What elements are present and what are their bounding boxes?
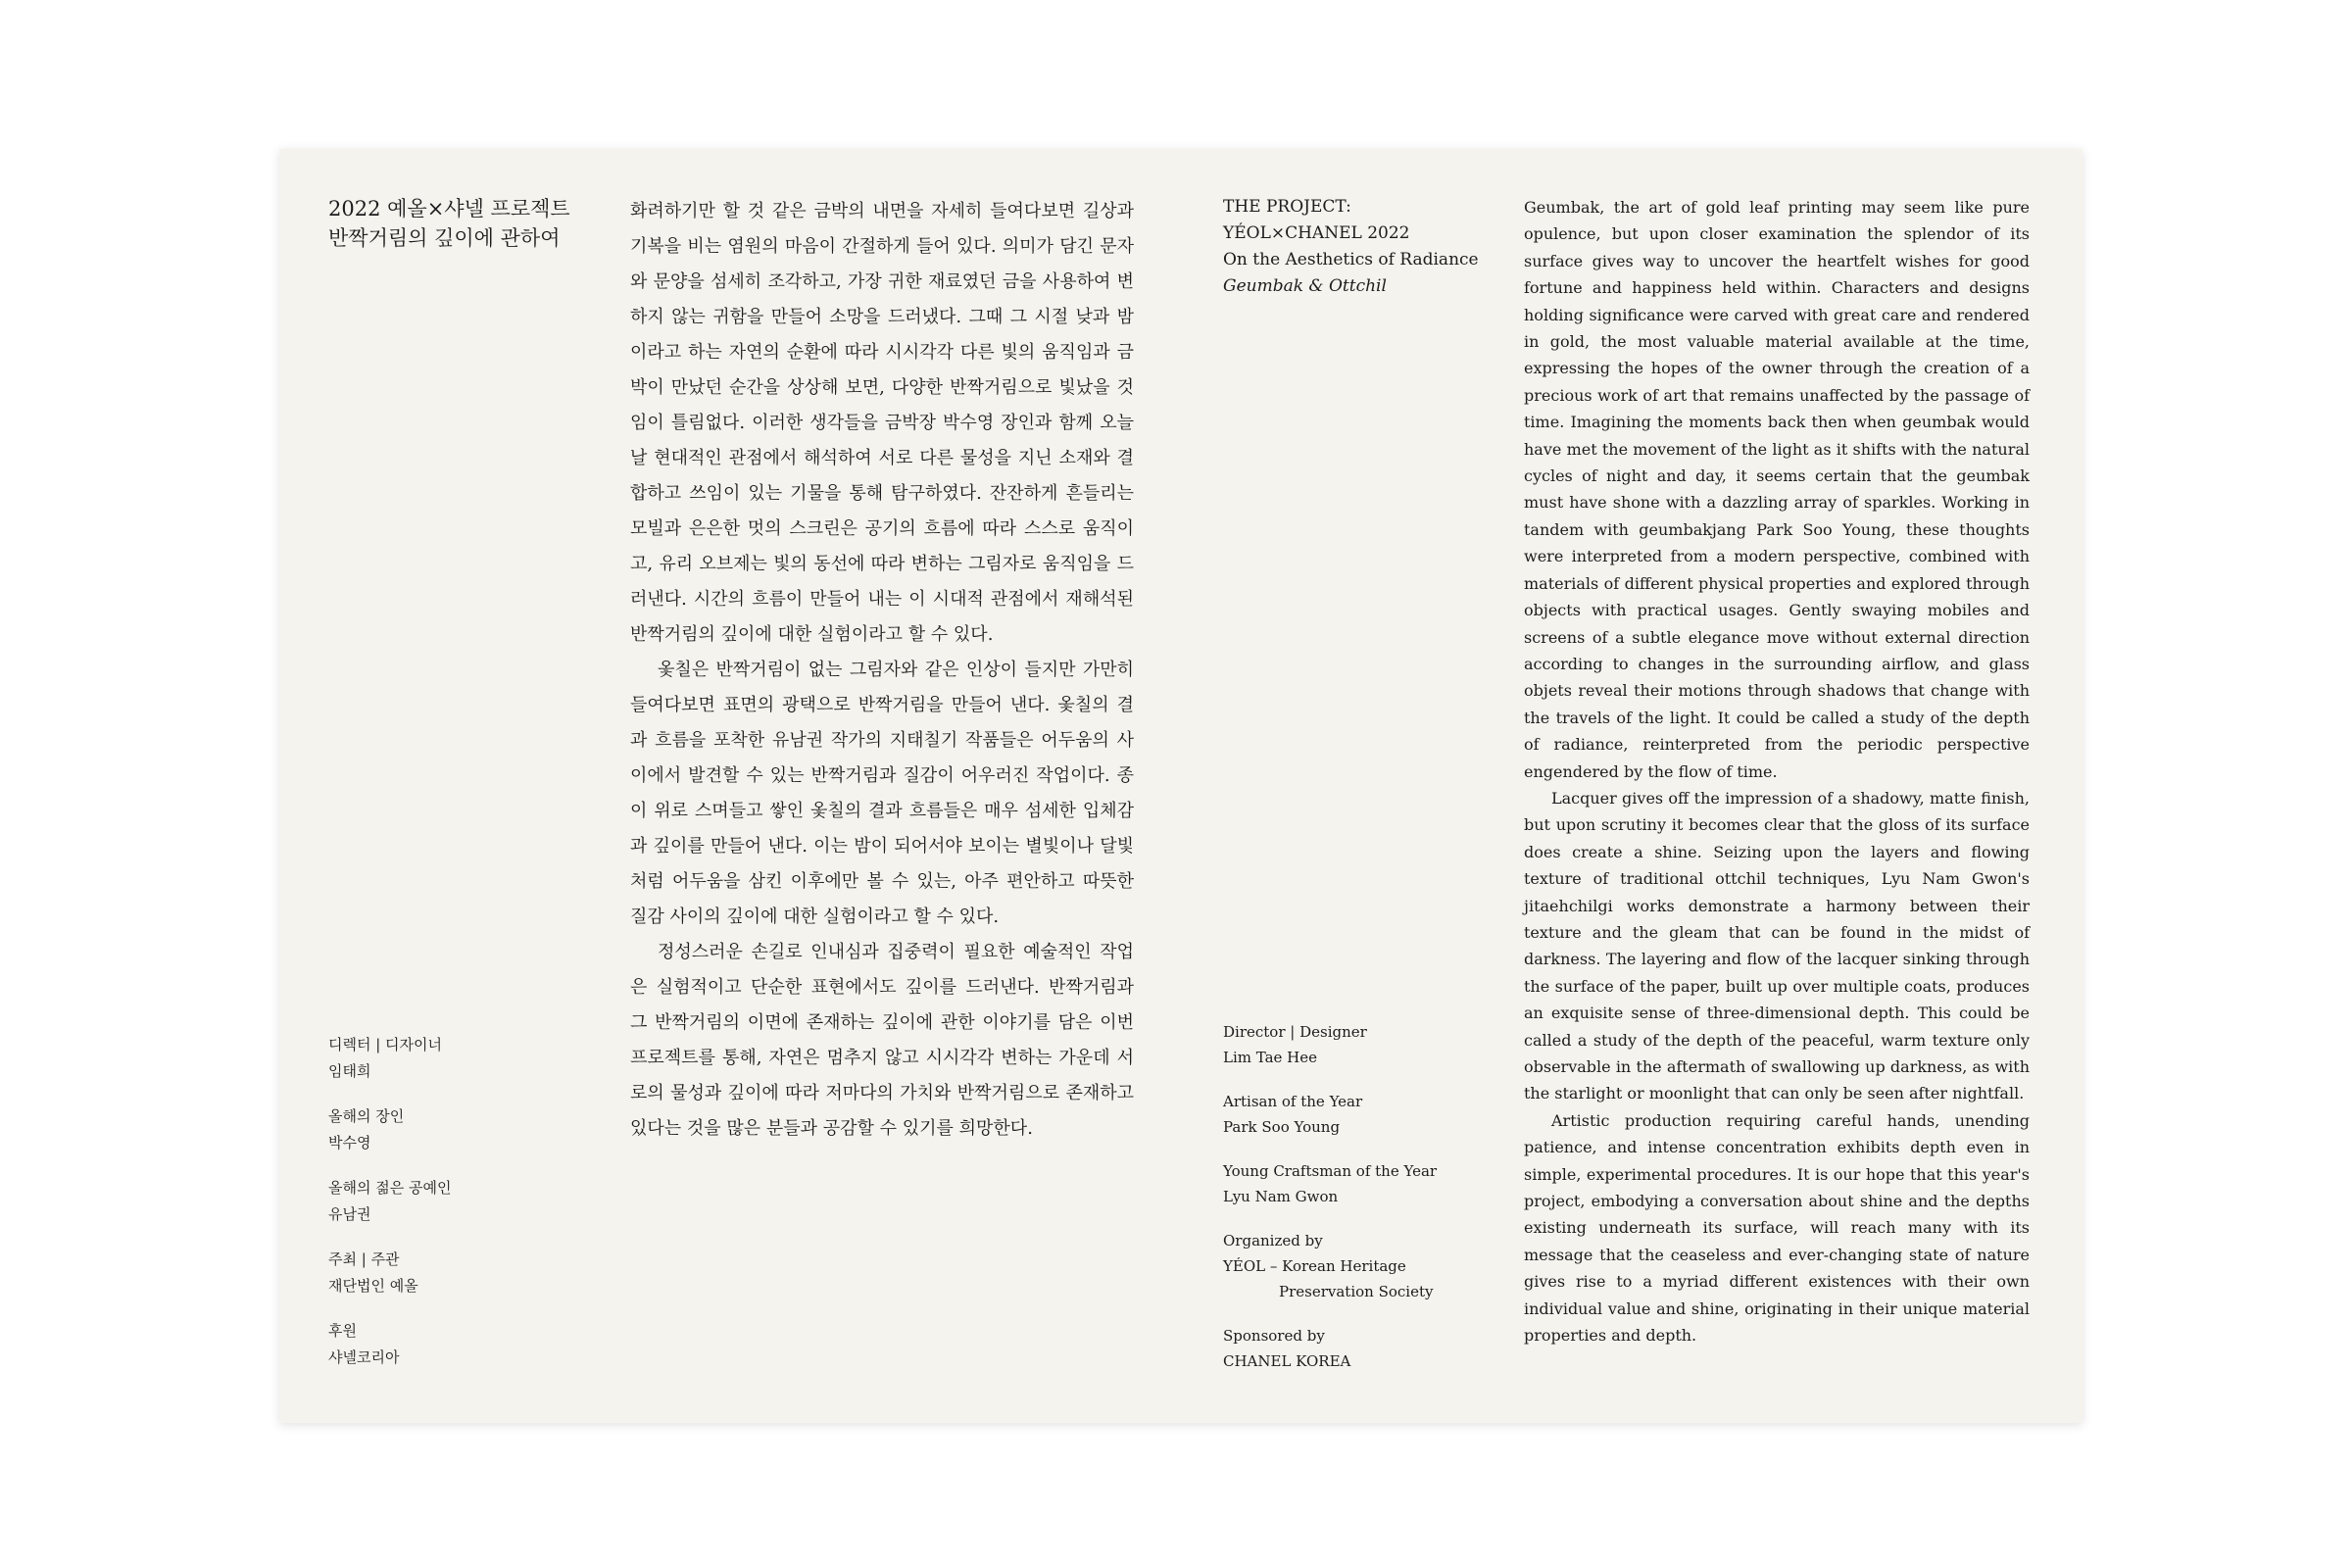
korean-body xyxy=(630,194,1134,1147)
korean-title-line-2: 반짝거림의 깊이에 관하여 xyxy=(328,226,561,250)
korean-paragraph-1: 화려하기만 할 것 같은 금박의 내면을 자세히 들여다보면 길상과 기복을 비는 염원의 마음이 간절하게 들어 있다. 의미가 담긴 문자와 문양을 섬세히 조각하고, 가장 귀한 재료였던 금을 사용하여 변하지 않는 귀함을 만들어 소망을 드러냈다. 그때 그 시절 낮과 밤이라고 하는 자연의 순환에 따라 시시각각 다른 빛의 움직임과 금박이 만났던 순간을 상상해 보면, 다양한 반짝거림으로 빛났을 것임이 틀림없다. 이러한 생각들을 금박장 박수영 장인과 함께 오늘날 현대적인 관점에서 해석하여 서로 다른 물성을 지닌 소재와 결합하고 쓰임이 있는 기물을 통해 탐구하였다. 잔잔하게 흔들리는 모빌과 은은한 멋의 스크린은 공기의 흐름에 따라 스스로 움직이고, 유리 오브제는 빛의 동선에 따라 변하는 그림자로 움직임을 드러낸다. 시간의 흐름이 만들어 내는 이 시대적 관점에서 재해석된 반짝거림의 깊이에 대한 실험이라고 할 수 있다. xyxy=(630,201,1134,645)
english-credits xyxy=(1223,1019,1507,1393)
credit-name: 유남권 xyxy=(328,1205,371,1223)
credit-artisan xyxy=(1223,1089,1507,1140)
credit-role: Artisan of the Year xyxy=(1223,1093,1363,1110)
credit-role: 올해의 젊은 공예인 xyxy=(328,1179,452,1197)
credit-organizer xyxy=(328,1247,583,1299)
korean-title xyxy=(328,194,570,253)
credit-name: CHANEL KOREA xyxy=(1223,1352,1351,1370)
credit-name-continued: Preservation Society xyxy=(1279,1283,1434,1300)
english-title-line-4: Geumbak & Ottchil xyxy=(1223,276,1387,296)
brochure-spread xyxy=(279,149,2082,1423)
english-title-line-2: YÉOL×CHANEL 2022 xyxy=(1223,223,1410,243)
credit-name: 박수영 xyxy=(328,1134,371,1152)
english-title-line-3: On the Aesthetics of Radiance xyxy=(1223,250,1479,270)
korean-credits xyxy=(328,1032,583,1390)
credit-name: Lim Tae Hee xyxy=(1223,1049,1318,1066)
english-title-line-1: THE PROJECT: xyxy=(1223,197,1351,217)
credit-sponsor xyxy=(328,1318,583,1371)
korean-title-line-1: 2022 예올×샤넬 프로젝트 xyxy=(328,197,570,220)
credit-name: 임태희 xyxy=(328,1062,371,1080)
english-title xyxy=(1223,194,1502,300)
credit-director xyxy=(328,1032,583,1085)
credit-name: 샤넬코리아 xyxy=(328,1348,400,1366)
credit-name: Lyu Nam Gwon xyxy=(1223,1188,1339,1205)
credit-artisan xyxy=(328,1103,583,1156)
credit-role: Organized by xyxy=(1223,1232,1323,1250)
korean-paragraph-3: 정성스러운 손길로 인내심과 집중력이 필요한 예술적인 작업은 실험적이고 단순한 표현에서도 깊이를 드러낸다. 반짝거림과 그 반짝거림의 이면에 존재하는 깊이에 관한 이야기를 담은 이번 프로젝트를 통해, 자연은 멈추지 않고 시시각각 변하는 가운데 서로의 물성과 깊이에 따라 저마다의 가치와 반짝거림으로 존재하고 있다는 것을 많은 분들과 공감할 수 있기를 희망한다. xyxy=(630,942,1134,1139)
credit-name: YÉOL – Korean Heritage xyxy=(1223,1257,1406,1275)
english-paragraph-3: Artistic production requiring careful hands, unending patience, and intense concentration exhibits depth even in simple, experimental procedures. It is our hope that this year's project, embodying a conversation about shine and the depths existing underneath its surface, will reach many with its message that the ceaseless and ever-changing state of nature gives rise to a myriad different existences with their own individual value and shine, originating in their unique material properties and depth. xyxy=(1524,1110,2030,1346)
credit-director xyxy=(1223,1019,1507,1070)
credit-name: Park Soo Young xyxy=(1223,1118,1341,1136)
credit-young-craftsman xyxy=(328,1175,583,1228)
credit-role: Sponsored by xyxy=(1223,1327,1325,1345)
credit-role: 후원 xyxy=(328,1322,357,1340)
english-body xyxy=(1524,194,2030,1348)
credit-sponsor xyxy=(1223,1323,1507,1374)
english-paragraph-1: Geumbak, the art of gold leaf printing may seem like pure opulence, but upon closer examination the splendor of its surface gives way to uncover the heartfelt wishes for good fortune and happiness held within. Characters and designs holding significance were carved with great care and rendered in gold, the most valuable material available at the time, expressing the hopes of the owner through the creation of a precious work of art that remains unaffected by the passage of time. Imagining the moments back then when geumbak would have met the movement of the light as it shifts with the natural cycles of night and day, it seems certain that the geumbak must have shone with a dazzling array of sparkles. Working in tandem with geumbakjang Park Soo Young, these thoughts were interpreted from a modern perspective, combined with materials of different physical properties and explored through objects with practical usages. Gently swaying mobiles and screens of a subtle elegance move without external direction according to changes in the surrounding airflow, and glass objets reveal their motions through shadows that change with the travels of the light. It could be called a study of the depth of radiance, reinterpreted from the periodic perspective engendered by the flow of time. xyxy=(1524,198,2030,781)
credit-role: Director | Designer xyxy=(1223,1023,1367,1041)
credit-organizer xyxy=(1223,1228,1507,1304)
korean-paragraph-2: 옻칠은 반짝거림이 없는 그림자와 같은 인상이 들지만 가만히 들여다보면 표면의 광택으로 반짝거림을 만들어 낸다. 옻칠의 결과 흐름을 포착한 유남권 작가의 지태칠기 작품들은 어두움의 사이에서 발견할 수 있는 반짝거림과 질감이 어우러진 작업이다. 종이 위로 스며들고 쌓인 옻칠의 결과 흐름들은 매우 섬세한 입체감과 깊이를 만들어 낸다. 이는 밤이 되어서야 보이는 별빛이나 달빛처럼 어두움을 삼킨 이후에만 볼 수 있는, 아주 편안하고 따뜻한 질감 사이의 깊이에 대한 실험이라고 할 수 있다. xyxy=(630,660,1134,927)
credit-role: 주최 | 주관 xyxy=(328,1250,400,1268)
credit-role: Young Craftsman of the Year xyxy=(1223,1162,1438,1180)
credit-role: 디렉터 | 디자이너 xyxy=(328,1036,443,1054)
english-paragraph-2: Lacquer gives off the impression of a shadowy, matte finish, but upon scrutiny it becomes clear that the gloss of its surface does create a shine. Seizing upon the layers and flowing texture of traditional ottchil techniques, Lyu Nam Gwon's jitaehchilgi works demonstrate a harmony between their texture and the gleam that can be found in the midst of darkness. The layering and flow of the lacquer sinking through the surface of the paper, built up over multiple coats, produces an exquisite sense of three-dimensional depth. This could be called a study of the depth of the peaceful, warm texture only observable in the aftermath of swallowing up darkness, as with the starlight or moonlight that can only be seen after nightfall. xyxy=(1524,788,2030,1103)
credit-name: 재단법인 예올 xyxy=(328,1277,418,1295)
credit-role: 올해의 장인 xyxy=(328,1107,405,1125)
credit-young-craftsman xyxy=(1223,1158,1507,1209)
